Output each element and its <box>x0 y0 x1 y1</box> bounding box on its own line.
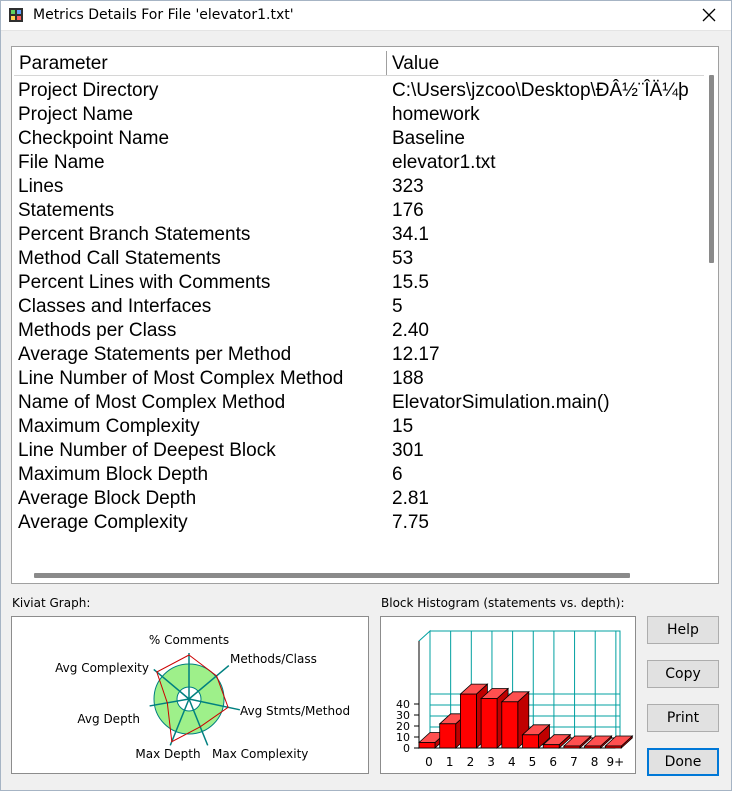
parameter-cell: File Name <box>18 152 105 173</box>
block-histogram <box>381 617 636 774</box>
value-cell: 53 <box>392 248 414 269</box>
value-cell: Baseline <box>392 128 465 149</box>
value-cell: 301 <box>392 440 424 461</box>
value-cell: 5 <box>392 296 403 317</box>
table-row[interactable] <box>12 270 704 294</box>
table-row[interactable] <box>12 102 704 126</box>
histogram-panel <box>380 616 636 774</box>
parameter-cell: Percent Branch Statements <box>18 224 251 245</box>
value-cell: 2.40 <box>392 320 429 341</box>
table-row[interactable] <box>12 246 704 270</box>
value-cell: elevator1.txt <box>392 152 496 173</box>
value-cell: 7.75 <box>392 512 429 533</box>
app-icon <box>8 7 24 23</box>
close-icon <box>702 8 716 22</box>
close-button[interactable] <box>686 0 732 30</box>
kiviat-panel <box>11 616 369 774</box>
histogram-x-tick: 2 <box>466 755 475 769</box>
table-row[interactable] <box>12 78 704 102</box>
kiviat-axis-label: Max Complexity <box>212 747 309 761</box>
histogram-y-tick: 0 <box>403 742 410 755</box>
kiviat-axis-label: Avg Stmts/Method <box>240 704 351 718</box>
table-row[interactable] <box>12 294 704 318</box>
header-parameter[interactable]: Parameter <box>19 53 108 74</box>
histogram-bar-front <box>564 746 580 748</box>
value-cell: 15.5 <box>392 272 429 293</box>
histogram-x-tick: 6 <box>549 755 558 769</box>
histogram-bar-front <box>419 743 435 749</box>
vertical-scroll-thumb[interactable] <box>709 75 714 263</box>
histogram-side-wall <box>419 631 430 748</box>
histogram-bar-front <box>502 702 518 748</box>
parameter-cell: Percent Lines with Comments <box>18 272 271 293</box>
parameter-cell: Line Number of Most Complex Method <box>18 368 344 389</box>
list-rows <box>12 78 704 534</box>
parameter-cell: Project Directory <box>18 80 159 101</box>
histogram-bar-front <box>543 745 559 748</box>
histogram-x-tick: 4 <box>507 755 516 769</box>
histogram-x-tick: 9+ <box>606 755 625 769</box>
histogram-bar-front <box>460 694 476 748</box>
kiviat-axis-label: % Comments <box>148 633 230 647</box>
value-cell: 15 <box>392 416 414 437</box>
parameter-cell: Name of Most Complex Method <box>18 392 286 413</box>
kiviat-axis-label: Max Depth <box>135 747 201 761</box>
copy-button[interactable]: Copy <box>647 660 719 688</box>
histogram-x-tick: 7 <box>570 755 578 769</box>
parameter-cell: Project Name <box>18 104 134 125</box>
table-row[interactable] <box>12 150 704 174</box>
window-title: Metrics Details For File 'elevator1.txt' <box>33 7 294 23</box>
done-button[interactable]: Done <box>647 748 719 776</box>
histogram-bar-front <box>440 724 456 748</box>
parameter-cell: Average Block Depth <box>18 488 197 509</box>
kiviat-graph <box>12 617 369 774</box>
histogram-x-tick: 0 <box>425 755 433 769</box>
histogram-y-tick: 40 <box>396 698 410 711</box>
parameter-cell: Checkpoint Name <box>18 128 170 149</box>
parameter-cell: Average Statements per Method <box>18 344 292 365</box>
parameter-cell: Average Complexity <box>18 512 188 533</box>
histogram-x-tick: 5 <box>528 755 537 769</box>
table-row[interactable] <box>12 462 704 486</box>
value-cell: 176 <box>392 200 424 221</box>
horizontal-scrollbar[interactable] <box>14 568 704 582</box>
histogram-y-tick: 20 <box>396 720 410 733</box>
value-cell: 6 <box>392 464 403 485</box>
histogram-x-tick: 1 <box>445 755 454 769</box>
header-value[interactable]: Value <box>392 53 440 74</box>
value-cell: homework <box>392 104 480 125</box>
value-cell: 34.1 <box>392 224 429 245</box>
parameter-cell: Maximum Complexity <box>18 416 200 437</box>
histogram-y-tick: 10 <box>396 731 410 744</box>
parameter-cell: Lines <box>18 176 64 197</box>
parameter-cell: Statements <box>18 200 115 221</box>
value-cell: 2.81 <box>392 488 429 509</box>
table-row[interactable] <box>12 486 704 510</box>
table-row[interactable] <box>12 198 704 222</box>
histogram-bar-front <box>605 746 621 748</box>
parameter-cell: Maximum Block Depth <box>18 464 209 485</box>
print-button[interactable]: Print <box>647 704 719 732</box>
vertical-scrollbar[interactable] <box>705 51 718 581</box>
table-row[interactable] <box>12 414 704 438</box>
histogram-label: Block Histogram (statements vs. depth): <box>381 596 625 610</box>
histogram-bar-front <box>523 735 539 748</box>
histogram-y-tick: 30 <box>396 709 410 722</box>
kiviat-label: Kiviat Graph: <box>12 596 91 610</box>
histogram-x-tick: 8 <box>590 755 599 769</box>
value-cell: 188 <box>392 368 424 389</box>
table-row[interactable] <box>12 222 704 246</box>
table-row[interactable] <box>12 174 704 198</box>
help-button[interactable]: Help <box>647 616 719 644</box>
parameter-cell: Methods per Class <box>18 320 177 341</box>
histogram-bar-front <box>585 746 601 748</box>
kiviat-axis-label: Methods/Class <box>230 652 317 666</box>
kiviat-axis-label: Avg Depth <box>77 712 140 726</box>
table-row[interactable] <box>12 438 704 462</box>
table-row[interactable] <box>12 366 704 390</box>
table-row[interactable] <box>12 318 704 342</box>
table-row[interactable] <box>12 390 704 414</box>
list-header <box>14 51 704 76</box>
value-cell: 323 <box>392 176 424 197</box>
parameter-cell: Method Call Statements <box>18 248 221 269</box>
table-row[interactable] <box>12 510 704 534</box>
table-row[interactable] <box>12 126 704 150</box>
horizontal-scroll-thumb[interactable] <box>34 573 630 578</box>
parameter-cell: Classes and Interfaces <box>18 296 212 317</box>
metrics-list[interactable] <box>11 46 719 584</box>
value-cell: 12.17 <box>392 344 440 365</box>
title-bar <box>0 0 732 31</box>
value-cell: C:\Users\jzcoo\Desktop\ÐÂ½¨ÎÄ¼þ <box>392 80 689 101</box>
kiviat-axis-label: Avg Complexity <box>55 661 149 675</box>
histogram-bar-front <box>481 699 497 749</box>
value-cell: ElevatorSimulation.main() <box>392 392 610 413</box>
parameter-cell: Line Number of Deepest Block <box>18 440 276 461</box>
histogram-x-tick: 3 <box>487 755 495 769</box>
table-row[interactable] <box>12 342 704 366</box>
